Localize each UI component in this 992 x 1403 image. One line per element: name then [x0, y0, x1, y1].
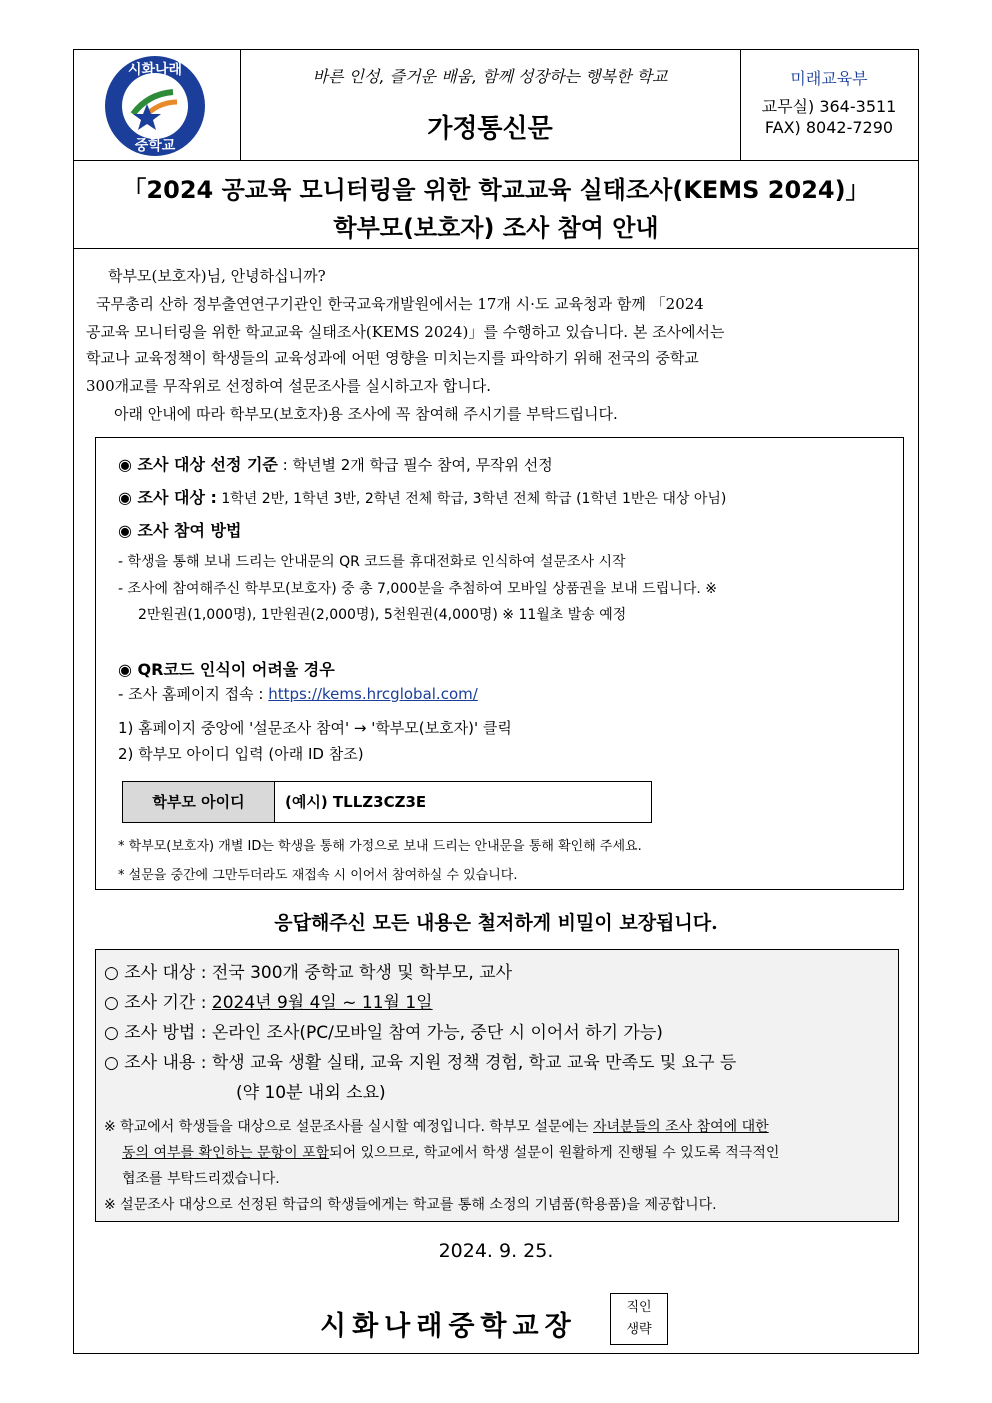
seal-line-1: 직인: [626, 1300, 652, 1315]
doc-type: 가정통신문: [427, 114, 553, 144]
criteria-label: ◉ 조사 대상 선정 기준: [118, 455, 278, 474]
intro-line-4: 300개교를 무작위로 선정하여 설문조사를 실시하고자 합니다.: [86, 377, 492, 395]
contact-cell: [740, 50, 918, 160]
logo-bottom-text: 중학교: [134, 138, 176, 154]
title-line-1: 「2024 공교육 모니터링을 위한 학교교육 실태조사(KEMS 2024)」: [122, 176, 870, 204]
homepage-prefix: - 조사 홈페이지 접속 :: [118, 685, 264, 703]
title-line-2: 학부모(보호자) 조사 참여 안내: [333, 214, 659, 242]
step-1: 1) 홈페이지 중앙에 '설문조사 참여' → '학부모(보호자)' 클릭: [118, 719, 512, 737]
title-box: [74, 160, 918, 249]
qr-heading: ◉ QR코드 인식이 어려울 경우: [118, 660, 335, 679]
issue-date: 2024. 9. 25.: [438, 1240, 554, 1262]
notice-1-line-3: 협조를 부탁드리겠습니다.: [122, 1171, 280, 1187]
step-2: 2) 학부모 아이디 입력 (아래 ID 참조): [118, 745, 364, 763]
target-value: 1학년 2반, 1학년 3반, 2학년 전체 학급, 3학년 전체 학급 (1학년 1반은 대상 아님): [221, 491, 727, 507]
logo-top-text: 시화나래: [127, 62, 183, 78]
target-label: ◉ 조사 대상 :: [118, 488, 217, 507]
survey-method: ○ 조사 방법 : 온라인 조사(PC/모바일 참여 가능, 중단 시 이어서 하기 가능): [104, 1023, 663, 1043]
method-heading: ◉ 조사 참여 방법: [118, 521, 242, 540]
criteria-value: : 학년별 2개 학급 필수 참여, 무작위 선정: [282, 456, 553, 474]
intro-line-5: 아래 안내에 따라 학부모(보호자)용 조사에 꼭 참여해 주시기를 부탁드립니다.: [114, 405, 618, 423]
fax: FAX) 8042-7290: [764, 118, 894, 137]
intro-line-3: 학교나 교육정책이 학생들의 교육성과에 어떤 영향을 미치는지를 파악하기 위해 전국의 중학교: [86, 349, 699, 367]
note-2: * 설문을 중간에 그만두더라도 재접속 시 이어서 참여하실 수 있습니다.: [118, 868, 518, 883]
greeting: 학부모(보호자)님, 안녕하십니까?: [108, 267, 326, 285]
survey-period: ○ 조사 기간 : 2024년 9월 4일 ~ 11월 1일: [104, 993, 433, 1013]
school-motto: 바른 인성, 즐거운 배움, 함께 성장하는 행복한 학교: [312, 67, 668, 86]
school-logo: [103, 54, 207, 158]
note-1: * 학부모(보호자) 개별 ID는 학생을 통해 가정으로 보내 드리는 안내문을 통해 확인해 주세요.: [118, 839, 642, 854]
method-item-3: 2만원권(1,000명), 1만원권(2,000명), 5천원권(4,000명) ※ 11월초 발송 예정: [138, 607, 627, 623]
notice-1-line-1: ※ 학교에서 학생들을 대상으로 설문조사를 실시할 예정입니다. 학부모 설문에는 자녀분들의 조사 참여에 대한: [104, 1119, 769, 1135]
participation-box: [95, 437, 904, 890]
notice-2: ※ 설문조사 대상으로 선정된 학급의 학생들에게는 학교를 통해 소정의 기념품(학용품)을 제공합니다.: [104, 1197, 717, 1213]
homepage-link[interactable]: https://kems.hrcglobal.com/: [268, 685, 478, 703]
survey-content: ○ 조사 내용 : 학생 교육 생활 실태, 교육 지원 정책 경험, 학교 교육 만족도 및 요구 등: [104, 1053, 737, 1073]
notice-1-line-2: 동의 여부를 확인하는 문항이 포함되어 있으므로, 학교에서 학생 설문이 원활하게 진행될 수 있도록 적극적인: [122, 1145, 780, 1161]
survey-duration: (약 10분 내외 소요): [236, 1083, 386, 1103]
survey-info-box: [95, 949, 899, 1222]
period-value: 2024년 9월 4일 ~ 11월 1일: [211, 993, 433, 1013]
principal-name: 시화나래중학교장: [320, 1311, 577, 1342]
method-item-2: - 조사에 참여해주신 학부모(보호자) 중 총 7,000분을 추첨하여 모바일 상품권을 보내 드립니다. ※: [118, 581, 717, 597]
id-label: 학부모 아이디: [123, 782, 275, 822]
document-frame: [73, 49, 919, 1354]
id-value: (예시) TLLZ3CZ3E: [285, 793, 427, 811]
target-row: [118, 485, 726, 508]
intro-line-1: 국무총리 산하 정부출연연구기관인 한국교육개발원에서는 17개 시·도 교육청과 함께 「2024: [96, 295, 704, 313]
seal-line-2: 생략: [626, 1322, 652, 1337]
intro-line-2: 공교육 모니터링을 위한 학교교육 실태조사(KEMS 2024)」를 수행하고 있습니다. 본 조사에서는: [86, 323, 725, 341]
seal-box: [610, 1293, 668, 1345]
header: [74, 50, 918, 161]
method-item-1: - 학생을 통해 보내 드리는 안내문의 QR 코드를 휴대전화로 인식하여 설문조사 시작: [118, 554, 626, 570]
homepage-row: [118, 683, 478, 704]
phone: 교무실) 364-3511: [761, 97, 897, 116]
id-table: [122, 781, 652, 823]
logo-cell: [74, 50, 241, 160]
survey-target: ○ 조사 대상 : 전국 300개 중학교 학생 및 학부모, 교사: [104, 963, 513, 983]
motto-cell: [240, 50, 741, 160]
department: 미래교육부: [790, 69, 868, 88]
criteria-row: [118, 452, 553, 475]
confidentiality-notice: 응답해주신 모든 내용은 철저하게 비밀이 보장됩니다.: [274, 912, 718, 934]
